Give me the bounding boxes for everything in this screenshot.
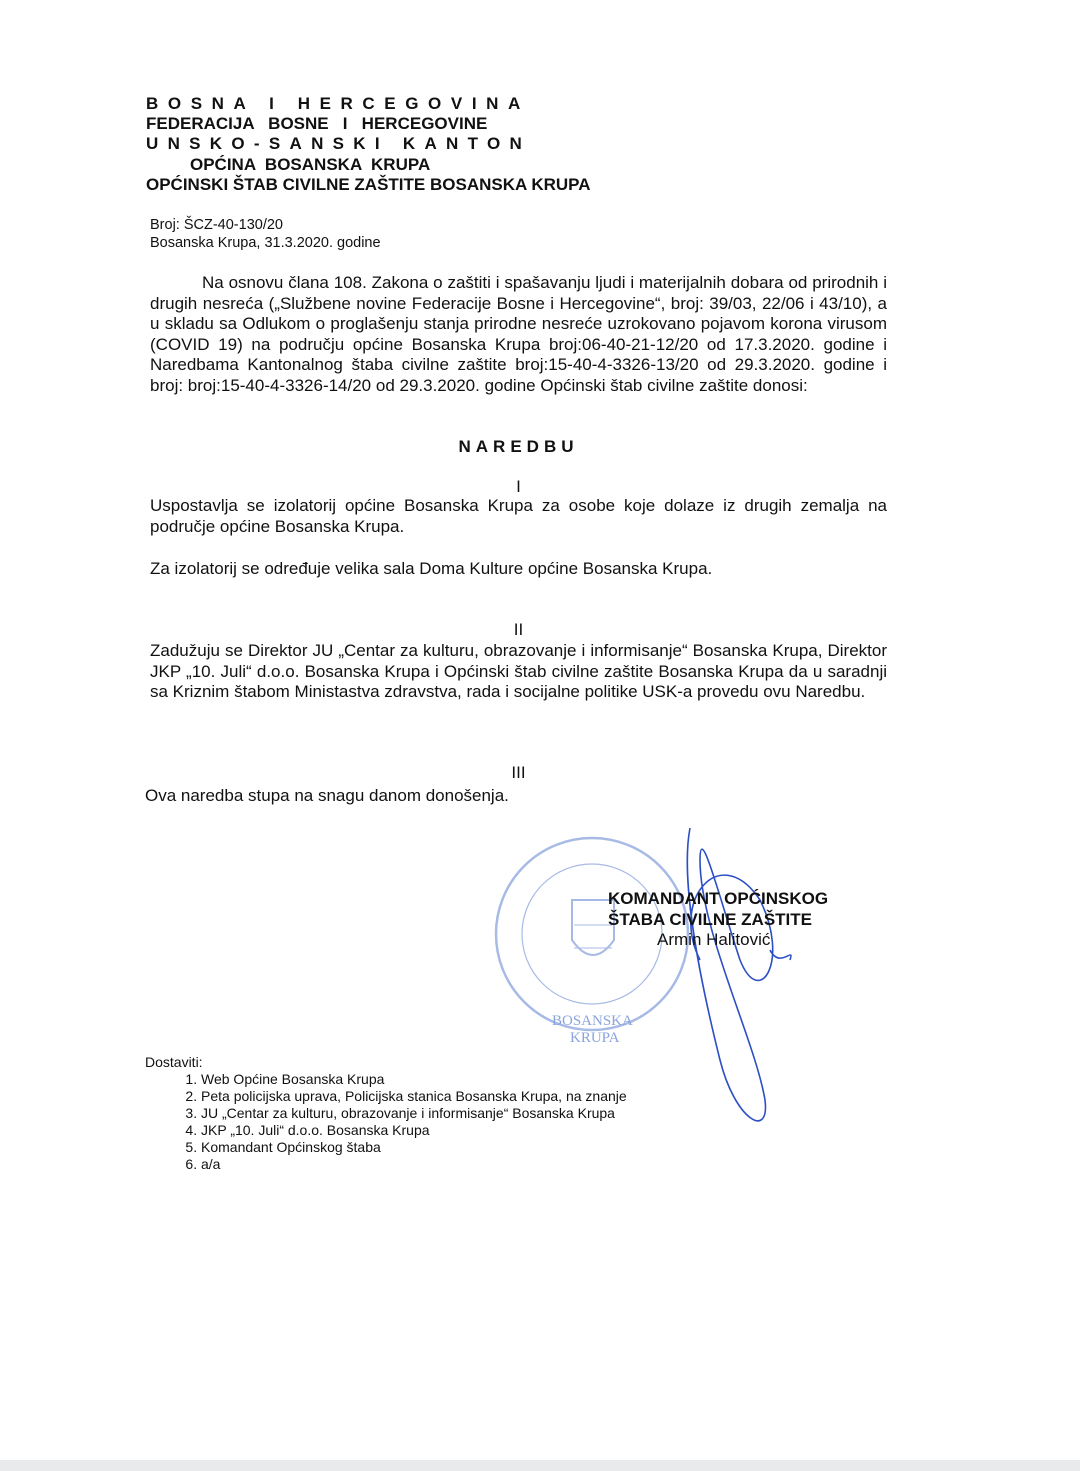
page-edge: [0, 1460, 1080, 1471]
distribution-label: Dostaviti:: [145, 1054, 203, 1070]
section-number: I: [516, 477, 521, 496]
header-canton: UNSKO-SANSKI KANTON: [146, 134, 532, 154]
handwritten-signature: [687, 828, 791, 1121]
signatory-title: ŠTABA CIVILNE ZAŠTITE: [608, 909, 812, 929]
list-item: 3. JU „Centar za kulturu, obrazovanje i informisanje“ Bosanska Krupa: [201, 1105, 627, 1122]
list-item: 1. Web Općine Bosanska Krupa: [201, 1071, 627, 1088]
signatory-name: Armin Halitović: [657, 930, 771, 949]
preamble: Na osnovu člana 108. Zakona o zaštiti i spašavanju ljudi i materijalnih dobara od prirodnih i drugih nesreća („Službene novine Federacije Bosne i Hercegovine“, broj: 39/03, 22/06 i 43/10), a u skladu sa Odlukom o proglašenju stanja prirodne nesreće uzrokovano pojavom korona virusom (COVID 19) na području općine Bosanska Krupa broj:06-40-21-12/20 od 17.3.2020. godine i Naredbama Kantonalnog štaba civilne zaštite broj:15-40-4-3326-13/20 od 29.3.2020. godine i broj: broj:15-40-4-3326-14/20 od 29.3.2020. godine Općinski štab civilne zaštite donosi:: [150, 273, 887, 395]
list-item: 2. Peta policijska uprava, Policijska stanica Bosanska Krupa, na znanje: [201, 1088, 627, 1105]
stamp-text: KRUPA: [570, 1030, 620, 1046]
document-title: NAREDBU: [458, 437, 579, 456]
header-municipality: OPĆINA BOSANSKA KRUPA: [190, 154, 431, 174]
section-paragraph: Uspostavlja se izolatorij općine Bosanska Krupa za osobe koje dolaze iz drugih zemalja na područje općine Bosanska Krupa.: [150, 496, 887, 536]
section-number: II: [513, 620, 524, 639]
signatory-title: KOMANDANT OPĆINSKOG: [608, 889, 829, 908]
section-paragraph: Ova naredba stupa na snagu danom donošenja.: [145, 786, 509, 805]
list-item: 4. JKP „10. Juli“ d.o.o. Bosanska Krupa: [201, 1122, 627, 1139]
document-place-date: Bosanska Krupa, 31.3.2020. godine: [150, 234, 381, 251]
header-federation: FEDERACIJA BOSNE I HERCEGOVINE: [146, 114, 488, 134]
distribution-list: [145, 1054, 627, 1173]
signature-block: [608, 889, 828, 951]
header-office: OPĆINSKI ŠTAB CIVILNE ZAŠTITE BOSANSKA KRUPA: [146, 174, 591, 194]
document-number: Broj: ŠCZ-40-130/20: [150, 217, 283, 233]
section-paragraph: Zadužuju se Direktor JU „Centar za kulturu, obrazovanje i informisanje“ Bosanska Krupa, Direktor JKP „10. Juli“ d.o.o. Bosanska Krupa i Općinski štab civilne zaštite Bosanska Krupa da u saradnji sa Kriznim štabom Ministastva zdravstva, rada i socijalne politike USK-a provedu ovu Naredbu.: [150, 641, 887, 702]
section-paragraph: Za izolatorij se određuje velika sala Doma Kulture općine Bosanska Krupa.: [150, 559, 713, 578]
stamp-text: BOSANSKA: [552, 1013, 633, 1029]
section-number: III: [511, 763, 526, 782]
list-item: 6. a/a: [201, 1156, 627, 1173]
list-item: 5. Komandant Općinskog štaba: [201, 1139, 627, 1156]
header-country: BOSNA I HERCEGOVINA: [146, 94, 530, 113]
